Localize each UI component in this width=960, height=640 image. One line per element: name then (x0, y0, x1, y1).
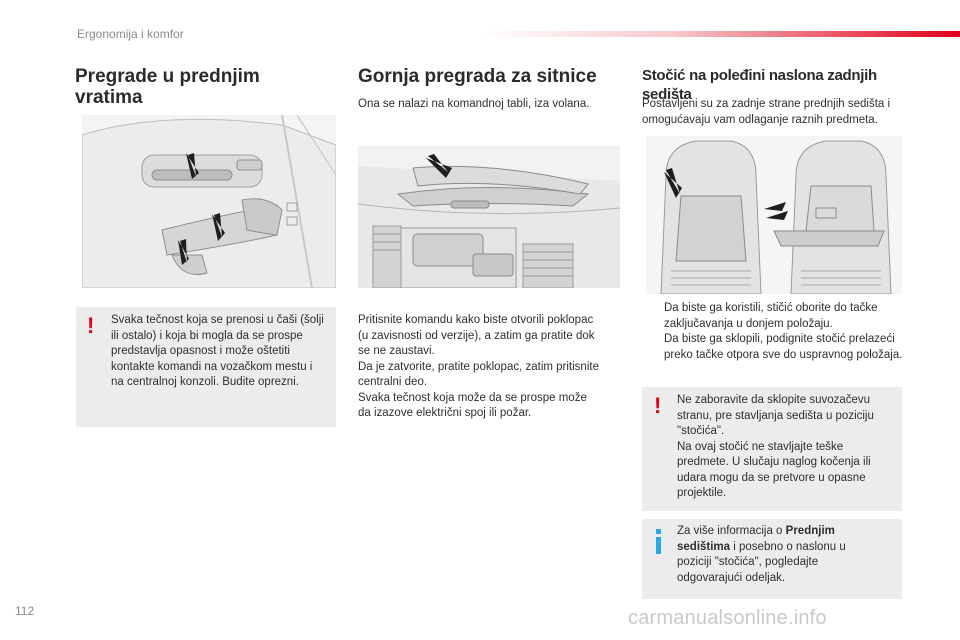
list-item (642, 301, 907, 332)
warning-line: Ne zaboravite da sklopite suvozačevu (677, 394, 871, 406)
info-text-pre: Za više informacija o (677, 525, 786, 537)
seatback-info-box (642, 519, 902, 599)
door-pocket-warning-text: Svaka tečnost koja se prenosi u čaši (šolji ili ostalo) i koja bi mogla da se prospe predstavlja opasnost i može oštetiti kontakte komandi na vozačkom mestu i na centralnoj konzoli. Budite oprezni. (111, 314, 324, 388)
seatback-table-intro: Postavljeni su za zadnje strane prednjih sedišta i omogućavaju vam odlaganje raznih predmeta. (642, 98, 891, 126)
upper-compartment-title: Gornja pregrada za sitnice (358, 66, 597, 87)
body-line: Da je zatvorite, pratite poklopac, zatim pritisnite (358, 360, 599, 373)
door-pockets-title: Pregrade u prednjim vratima (75, 66, 260, 108)
body-line: centralni deo. (358, 376, 428, 388)
warning-line: "stočića". (677, 425, 725, 437)
seatback-warning-text (677, 393, 895, 502)
bullet-text: Da biste ga koristili, stičić oborite do tačke zaključavanja u donjem položaju. (664, 302, 878, 330)
warning-line: Na ovaj stočić ne stavljajte teške (677, 440, 844, 453)
seatback-warning-box (642, 387, 902, 511)
body-line: Pritisnite komandu kako biste otvorili poklopac (358, 314, 594, 326)
info-icon-bar (656, 537, 661, 554)
seatback-info-text (677, 524, 882, 586)
seatback-table-title: Stočić na poleđini naslona zadnjih sedišta (642, 67, 877, 103)
info-icon (656, 529, 661, 534)
watermark: carmanualsonline.info (628, 607, 827, 629)
warning-line: udara mogu da se pretvore u opasne (677, 471, 866, 484)
warning-line: projektile. (677, 487, 727, 499)
bullet-text: Da biste ga sklopili, podignite stočić prelazeći preko tačke otpora sve do uspravnog položaja. (664, 333, 903, 361)
info-text-post: i posebno o naslonu u poziciji "stočića", pogledajte odgovarajući odeljak. (677, 540, 846, 584)
seatback-table-steps (642, 301, 907, 363)
body-line: Svaka tečnost koja može da se prospe može (358, 391, 587, 404)
door-pocket-illustration (82, 115, 336, 288)
list-item (642, 332, 907, 363)
warning-line: stranu, pre stavljanja sedišta u poziciju (677, 409, 874, 422)
upper-compartment-intro: Ona se nalazi na komandnoj tabli, iza volana. (358, 98, 590, 110)
warning-icon: ! (654, 393, 662, 418)
warning-icon: ! (87, 313, 95, 338)
info-text-link: Prednjim sedištima (677, 525, 835, 553)
header-accent-bar (480, 31, 960, 37)
seatback-table-illustration (646, 136, 902, 294)
body-line: da izazove električni spoj ili požar. (358, 407, 532, 419)
body-line: se ne zaustavi. (358, 345, 435, 357)
door-pocket-warning-box (76, 307, 336, 427)
section-label: Ergonomija i komfor (77, 27, 184, 41)
page-number: 112 (15, 604, 35, 618)
upper-compartment-illustration (358, 146, 620, 288)
body-line: (u zavisnosti od verzije), a zatim ga pratite dok (358, 329, 595, 342)
upper-compartment-body (358, 313, 623, 422)
warning-line: predmete. U slučaju naglog kočenja ili (677, 456, 871, 468)
